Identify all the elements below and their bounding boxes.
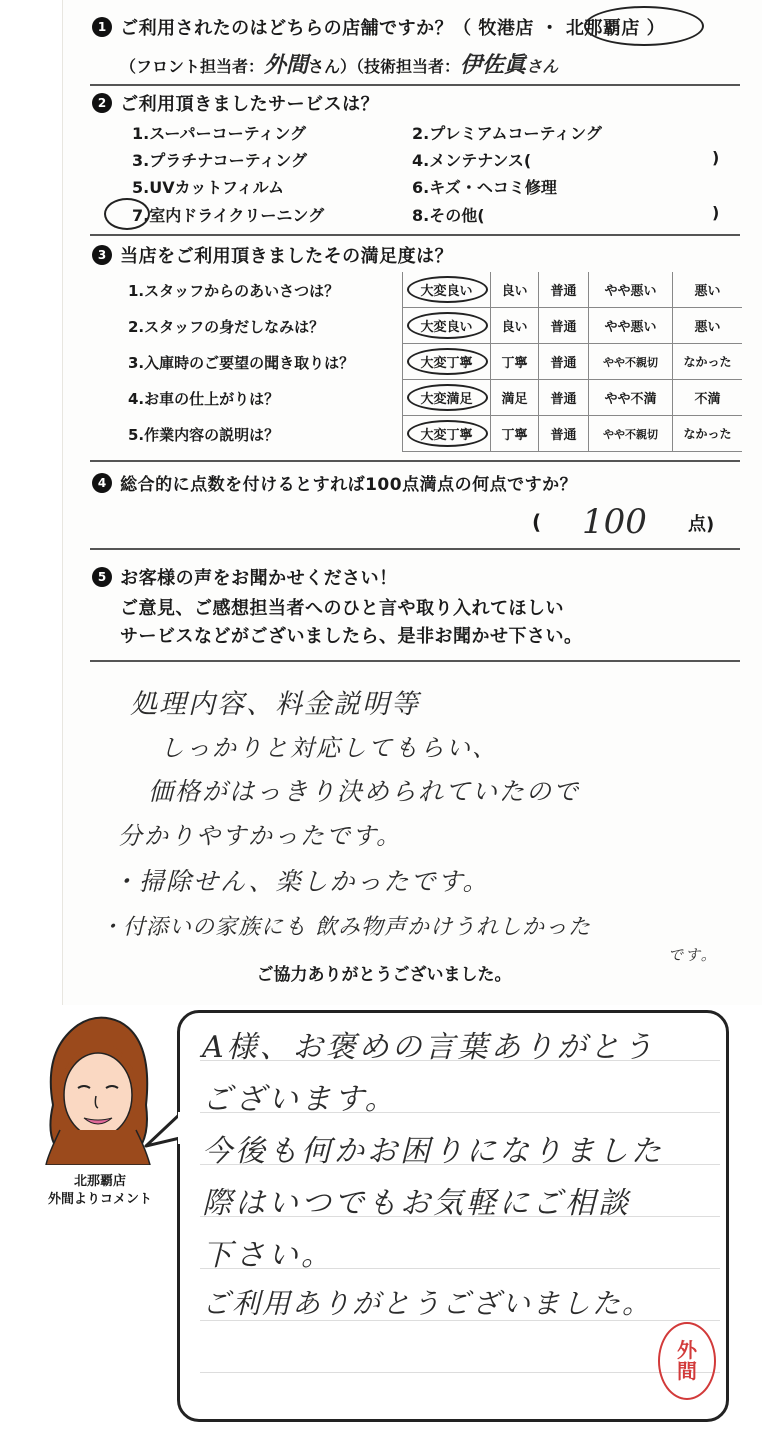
rating-option-selected: 大変満足 [402,380,490,415]
question-5 [92,564,398,590]
name-stamp [658,1322,716,1400]
rating-option: 普通 [538,416,588,451]
divider [90,234,740,236]
rating-row [402,272,742,308]
rating-option: 良い [490,272,538,307]
service-option-selected: 7.室内ドライクリーニング [132,206,325,225]
stamp-char: 間 [677,1359,697,1383]
reply-line: ございます。 [202,1082,398,1117]
rating-question: 4.お車の仕上がりは？ [128,390,280,408]
rating-option: やや不満 [588,380,672,415]
ruled-line [200,1372,720,1373]
rating-option-selected: 大変良い [402,308,490,343]
question-5-text: お客様の声をお聞かせください！ [120,568,398,589]
customer-comment-line: ・付添いの家族にも 飲み物声かけうれしかった [100,915,591,940]
question-number: 3 [92,245,112,265]
tech-name: 伊佐眞 [460,52,527,78]
rating-option: 悪い [672,272,742,307]
question-number: 4 [92,473,112,493]
rating-option-selected: 大変丁寧 [402,344,490,379]
service-option: 6.キズ・ヘコミ修理 [412,178,557,197]
rating-question: 5.作業内容の説明は？ [128,426,280,444]
service-option: 3.プラチナコーティング [132,151,307,170]
rating-option: 普通 [538,308,588,343]
rating-option: 丁寧 [490,416,538,451]
rating-option: 満足 [490,380,538,415]
score-unit: 点) [688,514,715,535]
question-3 [92,242,453,268]
reply-line: 今後も何かお困りになりました [202,1134,664,1169]
bubble-tail [144,1112,184,1158]
service-option: 4.メンテナンス( [412,151,532,170]
avatar-caption-comment: 外間よりコメント [47,1192,152,1207]
reply-line: 下さい。 [202,1238,334,1273]
customer-comment-line: 分かりやすかったです。 [118,822,403,850]
front-name: 外間 [264,52,309,78]
service-selection-circle [104,198,150,230]
rating-option: やや悪い [588,272,672,307]
service-option: 8.その他( [412,206,485,225]
rating-row [402,308,742,344]
tech-suffix: さん [526,57,559,76]
service-option: 1.スーパーコーティング [132,124,307,143]
question-1 [92,14,665,40]
rating-question: 1.スタッフからのあいさつは？ [128,282,340,300]
rating-row [402,380,742,416]
front-label: （フロント担当者： [120,57,265,76]
question-2 [92,90,379,116]
customer-comment-line: ・掃除せん、楽しかったです。 [112,867,490,896]
closing-message: ご協力ありがとうございました。 [256,965,512,985]
customer-comment-line: 処理内容、料金説明等 [130,689,420,720]
rating-option: やや悪い [588,308,672,343]
service-option: 2.プレミアムコーティング [412,124,602,143]
rating-option: やや不親切 [588,344,672,379]
question-5-line3: サービスなどがございましたら、是非お聞かせ下さい。 [120,626,583,647]
rating-option: 良い [490,308,538,343]
paren-close: ) [712,148,720,167]
staff-line [120,48,558,79]
rating-option: 普通 [538,380,588,415]
rating-option: 普通 [538,272,588,307]
rating-option-selected: 大変良い [402,272,490,307]
customer-comment-line: 価格がはっきり決められていたので [148,777,581,806]
rating-option-selected: 大変丁寧 [402,416,490,451]
rating-question: 3.入庫時のご要望の聞き取りは？ [128,354,355,372]
question-4 [92,470,577,495]
rating-option: やや不親切 [588,416,672,451]
divider [90,84,740,86]
score-open: ( [532,510,542,534]
question-number: 1 [92,17,112,37]
avatar-caption-store: 北那覇店 [73,1174,126,1189]
customer-comment-line: です。 [668,946,718,964]
rating-row [402,344,742,380]
divider [90,660,740,662]
question-1-text: ご利用されたのはどちらの店舗ですか？（ 牧港店 ・ 北那覇店 ） [120,18,666,39]
staff-avatar [38,1010,158,1165]
rating-question: 2.スタッフの身だしなみは？ [128,318,325,336]
stamp-char: 外 [677,1338,697,1362]
reply-line: A様、お褒めの言葉ありがとう [202,1030,656,1065]
rating-option: 普通 [538,344,588,379]
score-value: 100 [582,502,647,542]
question-number: 5 [92,567,112,587]
question-5-line2: ご意見、ご感想担当者へのひと言や取り入れてほしい [120,598,564,619]
rating-option: なかった [672,416,742,451]
customer-comment-line: しっかりと対応してもらい、 [160,734,498,762]
front-suffix: さん）（技術担当者： [308,57,461,76]
service-option: 5.UVカットフィルム [132,178,285,197]
store-selection-circle [584,6,704,46]
rating-row [402,416,742,452]
question-3-text: 当店をご利用頂きましたその満足度は？ [120,246,454,267]
rating-option: 丁寧 [490,344,538,379]
question-4-text: 総合的に点数を付けるとすれば100点満点の何点ですか？ [120,475,578,495]
paren-close: ) [712,203,720,222]
reply-line: ご利用ありがとうございました。 [202,1287,653,1320]
question-2-text: ご利用頂きましたサービスは？ [120,94,380,115]
rating-option: 不満 [672,380,742,415]
question-number: 2 [92,93,112,113]
rating-option: なかった [672,344,742,379]
reply-line: 際はいつでもお気軽にご相談 [202,1186,631,1221]
rating-option: 悪い [672,308,742,343]
divider [90,548,740,550]
divider [90,460,740,462]
